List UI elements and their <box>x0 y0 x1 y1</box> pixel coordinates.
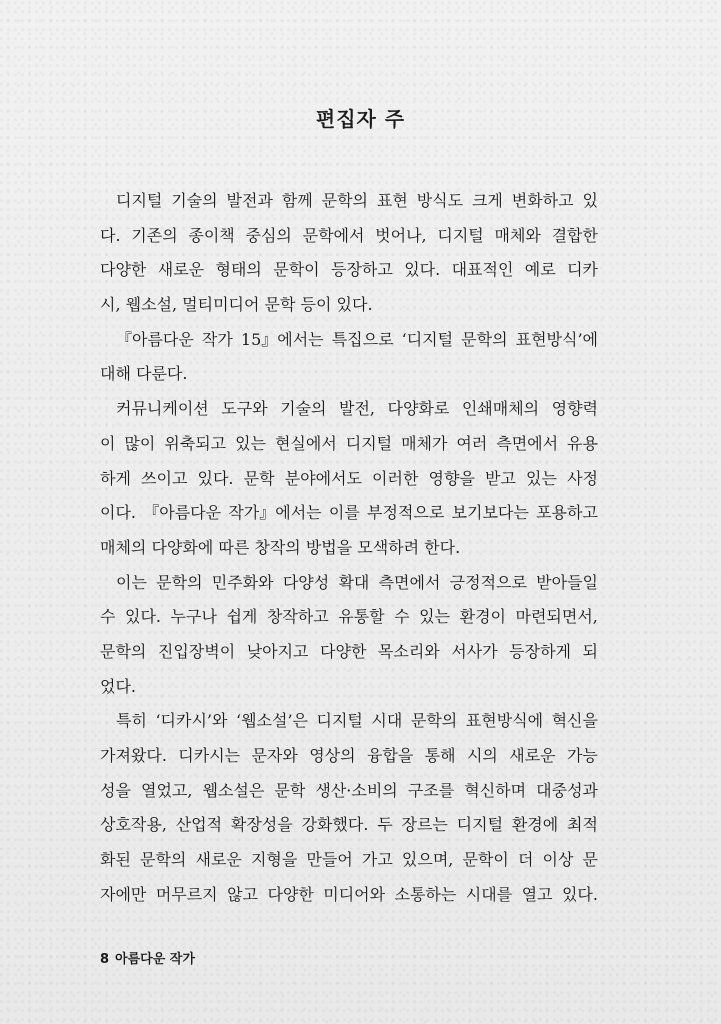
text-line: 가져왔다. 디카시는 문자와 영상의 융합을 통해 시의 새로운 가능 <box>100 746 598 765</box>
text-line: 하게 쓰이고 있다. 문학 분야에서도 이러한 영향을 받고 있는 사정 <box>100 468 598 488</box>
text-line: 대해 다룬다. <box>100 364 188 384</box>
page-footer <box>100 948 195 967</box>
text-line: 매체의 다양화에 따른 창작의 방법을 모색하려 한다. <box>100 537 461 557</box>
text-line: 다. 기존의 종이책 중심의 문학에서 벗어나, 디지털 매체와 결합한 <box>100 225 598 245</box>
text-line: 이 많이 위축되고 있는 현실에서 디지털 매체가 여러 측면에서 유용 <box>100 433 598 453</box>
text-line: 이다. 『아름다운 작가』에서는 이를 부정적으로 보기보다는 포용하고 <box>100 503 598 523</box>
page-number: 8 <box>100 952 110 967</box>
text-line: 『아름다운 작가 15』에서는 특집으로 ‘디지털 문학의 표현방식’에 <box>116 329 598 349</box>
text-line: 성을 열었고, 웹소설은 문학 생산·소비의 구조를 혁신하며 대중성과 <box>100 780 598 800</box>
running-title: 아름다운 작가 <box>115 952 195 967</box>
text-line: 커뮤니케이션 도구와 기술의 발전, 다양화로 인쇄매체의 영향력 <box>116 399 598 419</box>
text-line: 수 있다. 누구나 쉽게 창작하고 유통할 수 있는 환경이 마련되면서, <box>100 607 598 627</box>
text-line: 이는 문학의 민주화와 다양성 확대 측면에서 긍정적으로 받아들일 <box>116 572 598 592</box>
text-line: 자에만 머무르지 않고 다양한 미디어와 소통하는 시대를 열고 있다. <box>100 884 598 904</box>
text-line: 상호작용, 산업적 확장성을 강화했다. 두 장르는 디지털 환경에 최적 <box>100 815 598 835</box>
text-line: 화된 문학의 새로운 지형을 만들어 가고 있으며, 문학이 더 이상 문 <box>100 850 598 870</box>
text-line: 시, 웹소설, 멀티미디어 문학 등이 있다. <box>100 295 373 315</box>
text-line: 디지털 기술의 발전과 함께 문학의 표현 방식도 크게 변화하고 있 <box>116 191 598 210</box>
text-line: 문학의 진입장벽이 낮아지고 다양한 목소리와 서사가 등장하게 되 <box>100 641 598 661</box>
text-line: 특히 ‘디카시’와 ‘웹소설’은 디지털 시대 문학의 표현방식에 혁신을 <box>116 711 598 731</box>
text-line: 었다. <box>100 676 136 696</box>
page-title: 편집자 주 <box>315 107 406 131</box>
body-text <box>100 184 598 912</box>
text-line: 다양한 새로운 형태의 문학이 등장하고 있다. 대표적인 예로 디카 <box>100 260 598 280</box>
